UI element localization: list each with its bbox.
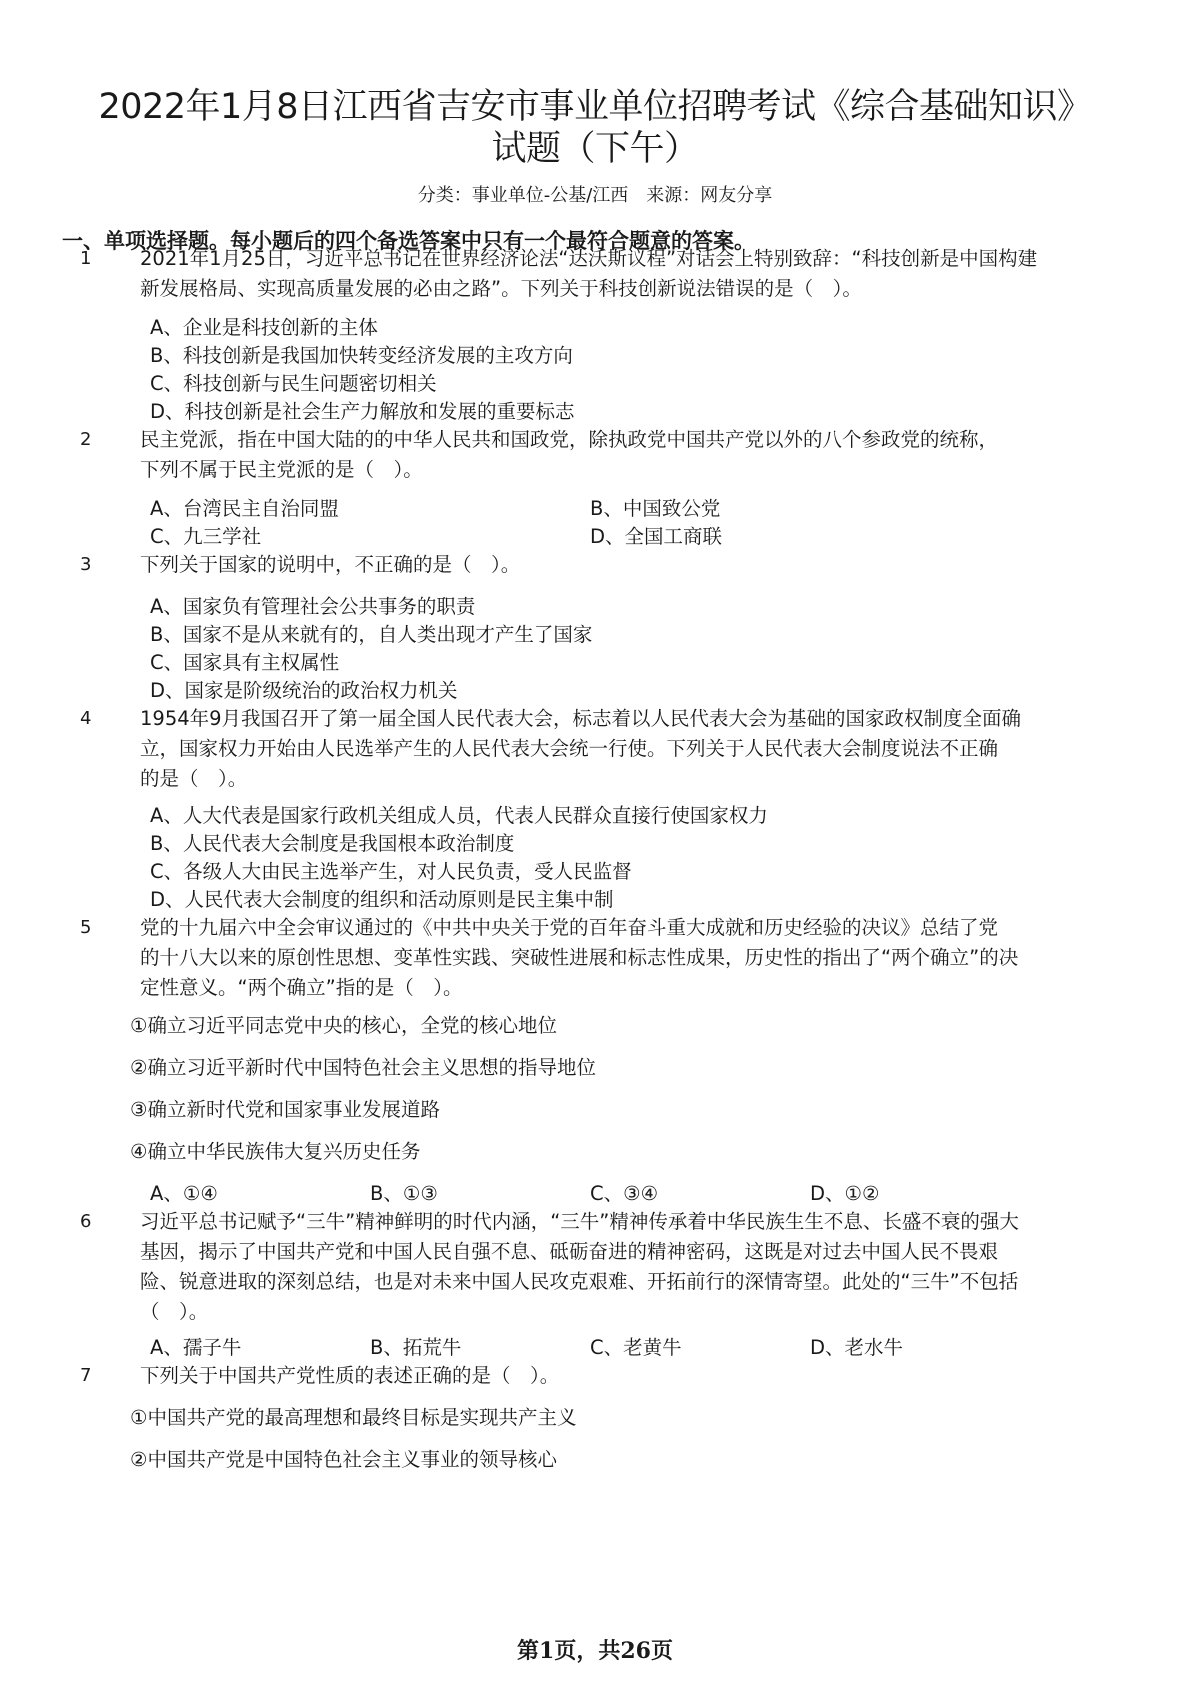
option-b[interactable]: B、国家不是从来就有的，自人类出现才产生了国家 [150,623,593,646]
question-stem [140,550,1110,580]
question-number: 5 [80,917,92,938]
question-stem-line: 习近平总书记赋予“三牛”精神鲜明的时代内涵，“三牛”精神传承着中华民族生生不息、长盛不衰的强大 [140,1210,1019,1233]
option-b[interactable]: B、人民代表大会制度是我国根本政治制度 [150,832,515,855]
question-stem-line: （ ）。 [140,1300,209,1323]
question-stem-line: 定性意义。“两个确立”指的是（ ）。 [140,976,463,999]
option-d[interactable]: D、人民代表大会制度的组织和活动原则是民主集中制 [150,888,614,911]
option-a[interactable]: A、企业是科技创新的主体 [150,316,378,339]
option-b[interactable]: B、科技创新是我国加快转变经济发展的主攻方向 [150,344,573,367]
question-number: 2 [80,429,92,450]
option-c[interactable]: C、科技创新与民生问题密切相关 [150,372,437,395]
question-stem-line: 下列关于中国共产党性质的表述正确的是（ ）。 [140,1364,560,1387]
option-c[interactable]: C、③④ [590,1182,659,1205]
option-c[interactable]: C、九三学社 [150,525,262,548]
option-a[interactable]: A、①④ [150,1182,218,1205]
question-stem-line: 的是（ ）。 [140,767,248,790]
question-stem [140,704,1110,794]
option-d[interactable]: D、国家是阶级统治的政治权力机关 [150,679,458,702]
question-stem-line: 下列关于国家的说明中，不正确的是（ ）。 [140,553,521,576]
question-stem-line: 新发展格局、实现高质量发展的必由之路”。下列关于科技创新说法错误的是（ ）。 [140,277,862,300]
statement-item: ②中国共产党是中国特色社会主义事业的领导核心 [130,1448,557,1471]
question-stem-line: 2021年1月25日，习近平总书记在世界经济论法“达沃斯议程”对话会上特别致辞：“科技创新是中国构建 [140,247,1038,270]
question-stem [140,1361,1110,1391]
option-d[interactable]: D、①② [810,1182,880,1205]
document-title-line1: 2022年1月8日江西省吉安市事业单位招聘考试《综合基础知识》 [98,87,1092,127]
question-stem-line: 下列不属于民主党派的是（ ）。 [140,458,423,481]
question-stem-line: 立，国家权力开始由人民选举产生的人民代表大会统一行使。下列关于人民代表大会制度说法不正确 [140,737,999,760]
question-number: 4 [80,708,92,729]
option-d[interactable]: D、全国工商联 [590,525,723,548]
question-stem-line: 1954年9月我国召开了第一届全国人民代表大会，标志着以人民代表大会为基础的国家政权制度全面确 [140,707,1022,730]
option-b[interactable]: B、拓荒牛 [370,1336,462,1359]
option-b[interactable]: B、中国致公党 [590,497,721,520]
question-stem-line: 基因，揭示了中国共产党和中国人民自强不息、砥砺奋进的精神密码，这既是对过去中国人民不畏艰 [140,1240,999,1263]
section-heading: 一、单项选择题。每小题后的四个备选答案中只有一个最符合题意的答案。 [62,229,755,253]
option-a[interactable]: A、台湾民主自治同盟 [150,497,339,520]
option-a[interactable]: A、人大代表是国家行政机关组成人员，代表人民群众直接行使国家权力 [150,804,768,827]
question-number: 6 [80,1211,92,1232]
question-stem [140,425,1110,485]
question-stem [140,244,1110,304]
option-c[interactable]: C、各级人大由民主选举产生，对人民负责，受人民监督 [150,860,632,883]
question-stem-line: 民主党派，指在中国大陆的的中华人民共和国政党，除执政党中国共产党以外的八个参政党的统称， [140,428,999,451]
question-stem [140,1207,1110,1327]
question-number: 3 [80,554,92,575]
question-number: 1 [80,248,92,269]
question-stem-line: 险、锐意进取的深刻总结，也是对未来中国人民攻克艰难、开拓前行的深情寄望。此处的“三牛”不包括 [140,1270,1019,1293]
statement-item: ①确立习近平同志党中央的核心，全党的核心地位 [130,1014,557,1037]
document-meta: 分类：事业单位-公基/江西 来源：网友分享 [417,185,773,206]
statement-item: ④确立中华民族伟大复兴历史任务 [130,1140,421,1163]
question-number: 7 [80,1365,92,1386]
question-stem-line: 党的十九届六中全会审议通过的《中共中央关于党的百年奋斗重大成就和历史经验的决议》总结了党 [140,916,999,939]
statement-item: ①中国共产党的最高理想和最终目标是实现共产主义 [130,1406,577,1429]
option-a[interactable]: A、孺子牛 [150,1336,242,1359]
option-a[interactable]: A、国家负有管理社会公共事务的职责 [150,595,476,618]
option-d[interactable]: D、科技创新是社会生产力解放和发展的重要标志 [150,400,575,423]
option-b[interactable]: B、①③ [370,1182,438,1205]
statement-item: ②确立习近平新时代中国特色社会主义思想的指导地位 [130,1056,596,1079]
option-d[interactable]: D、老水牛 [810,1336,904,1359]
question-stem-line: 的十八大以来的原创性思想、变革性实践、突破性进展和标志性成果，历史性的指出了“两个确立”的决 [140,946,1019,969]
option-c[interactable]: C、老黄牛 [590,1336,682,1359]
question-stem [140,913,1110,1003]
page-footer: 第1页，共26页 [517,1638,673,1664]
option-c[interactable]: C、国家具有主权属性 [150,651,340,674]
statement-item: ③确立新时代党和国家事业发展道路 [130,1098,440,1121]
document-title-line2: 试题（下午） [491,129,699,169]
